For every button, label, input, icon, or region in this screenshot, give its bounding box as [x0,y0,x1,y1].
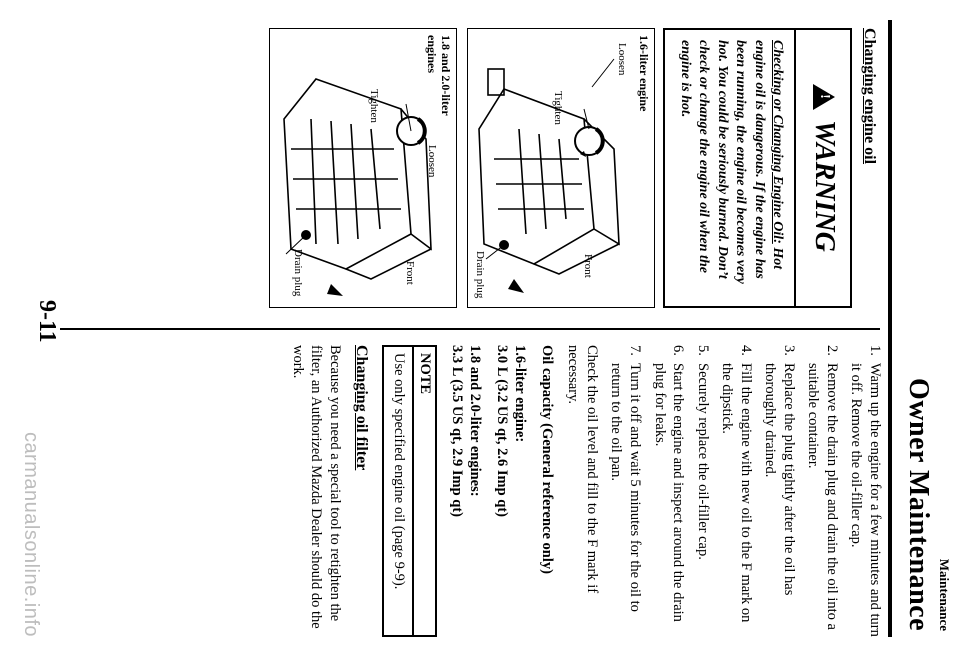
right-column [280,345,884,637]
list-item [607,345,644,637]
step-text: Start the engine and inspect around the drain plug for leaks. [651,363,687,622]
step-text: Fill the engine with new oil to the F mark on the dipstick. [719,363,754,623]
figure-2-tighten-label: Tighten [368,89,381,123]
figure-1-loosen-label: Loosen [616,43,629,76]
watermark: carmanualsonline.info [20,431,42,637]
list-item [718,345,755,637]
list-item [693,345,712,637]
running-section: Maintenance [937,558,952,631]
capacity-1-6-label: 1.6-liter engine: [512,345,529,443]
column-divider [60,328,880,330]
warning-icon [813,84,835,110]
figure-1-6-liter-engine [467,28,655,308]
figure-1-drain-label: Drain plug [474,251,487,299]
step-number: 4. [737,345,754,356]
figure-2-front-label: Front [404,261,417,285]
figure-2-loosen-label: Loosen [426,145,439,178]
section-heading-oil-filter: Changing oil filter [352,345,370,471]
warning-text: Hot engine oil is dangerous. If the engine has been running, the engine oil becomes very hot. You could be seriously burned. Don’t check or change the engine oil when the engine is hot. [677,40,785,284]
figure-1-front-label: Front [582,254,595,278]
oil-filter-text: Because you need a special tool to retighten the filter, an Authorized Mazda Dealer should do the work. [289,345,343,629]
warning-lead: Checking or Changing Engine Oil: [770,40,785,244]
page-title: Owner Maintenance [903,378,934,631]
list-item [761,345,798,637]
capacity-1-8-2-0-label: 1.8 and 2.0-liter engines: [467,345,484,497]
check-level-text: Check the oil level and fill to the F mark if necessary. [565,345,600,594]
step-text: Replace the plug tightly after the oil has thoroughly drained. [762,363,797,596]
note-box [382,345,437,637]
warning-body [665,30,796,306]
warning-label: WARNING [809,120,840,252]
list-item [804,345,841,637]
step-text: Warm up the engine for a few minutes and turn it off. Remove the oil-filler cap. [848,363,883,637]
step-number: 5. [694,345,711,356]
left-column [259,28,884,308]
note-text: Use only specified engine oil (page 9-9). [391,353,408,590]
step-text: Remove the drain plug and drain the oil into a suitable container. [805,363,840,630]
list-item [847,345,884,637]
list-item [650,345,687,637]
capacity-1-6-value: 3.0 L (3.2 US qt, 2.6 Imp qt) [493,345,510,518]
warning-header [796,30,850,306]
page-number: 9-11 [34,300,60,343]
note-label: NOTE [412,347,435,635]
step-number: 6. [670,345,687,356]
header-rule [888,20,892,637]
oil-change-steps [607,345,884,637]
step-number: 3. [780,345,797,356]
step-number: 2. [823,345,840,356]
figure-1-title: 1.6-liter engine [637,35,652,112]
oil-capacity-heading: Oil capacity (General reference only) [538,345,555,574]
figure-2-drain-label: Drain plug [292,249,305,297]
step-number: 1. [867,345,883,356]
figure-1-tighten-label: Tighten [552,91,565,125]
figure-1-8-2-0-liter-engines [269,28,457,308]
warning-box [663,28,852,308]
figure-2-title: 1.8 and 2.0-liter engines [425,35,454,116]
capacity-1-8-2-0-value: 3.3 L (3.5 US qt, 2.9 Imp qt) [448,345,465,518]
step-text: Turn it off and wait 5 minutes for the oil to return to the oil pan. [608,363,643,612]
section-heading-engine-oil: Changing engine oil [861,28,878,165]
step-number: 7. [626,345,643,356]
step-text: Securely replace the oil-filler cap. [694,363,711,560]
